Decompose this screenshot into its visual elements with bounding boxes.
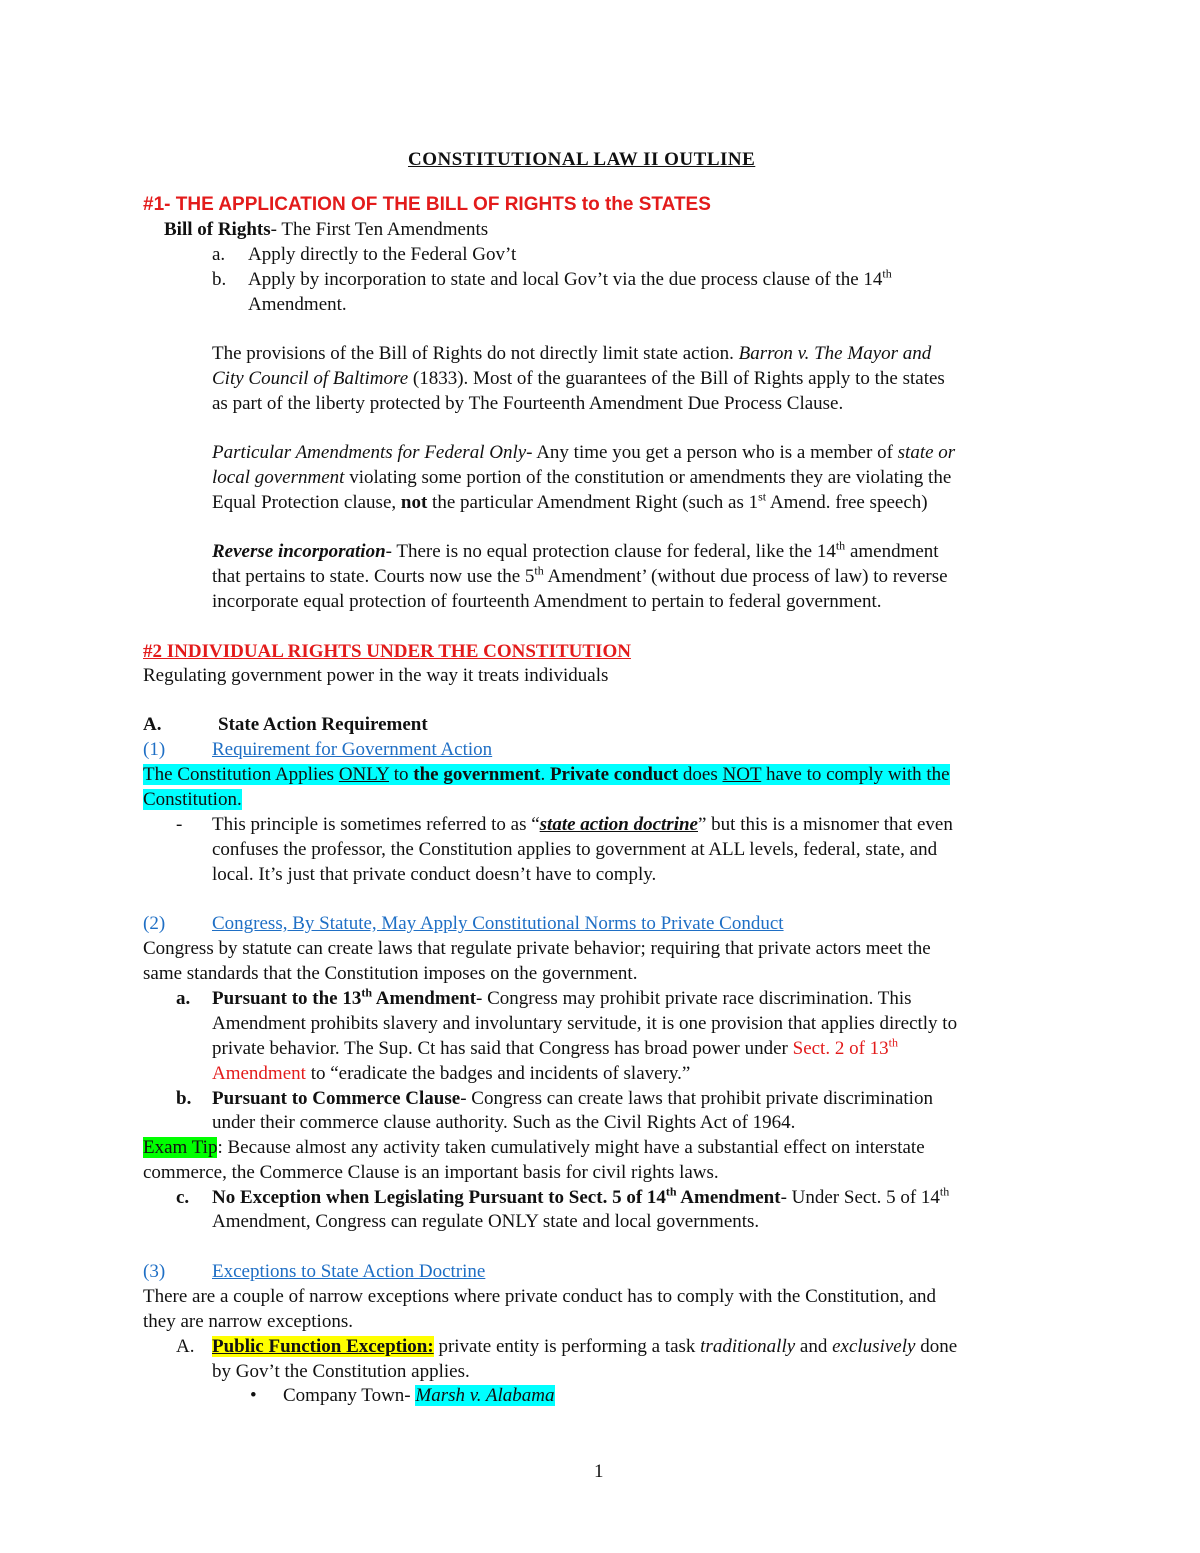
case-citation: Barron v. The Mayor and [738, 343, 932, 364]
highlighted-line: Constitution. [143, 789, 242, 810]
list-item-b-cont: under their commerce clause authority. Such as the Civil Rights Act of 1964. [212, 1112, 796, 1133]
bill-of-rights-term: Bill of Rights [164, 219, 271, 240]
list-item-b: Pursuant to Commerce Clause- Congress can create laws that prohibit private discrimination [212, 1088, 933, 1109]
list-item-A-cont: by Gov’t the Constitution applies. [212, 1361, 470, 1382]
paragraph-line: Reverse incorporation- There is no equal protection clause for federal, like the 14th amendment [212, 538, 939, 562]
bullet-line: confuses the professor, the Constitution applies to government at ALL levels, federal, state, and [212, 839, 938, 860]
bullet-line: This principle is sometimes referred to as “state action doctrine” but this is a misnomer that even [212, 814, 953, 835]
topic-2-number: (2) [143, 913, 166, 934]
list-marker-A: A. [176, 1336, 195, 1357]
list-item-A: Public Function Exception: private entity is performing a task traditionally and exclusively done [212, 1336, 958, 1357]
bullet-line: Company Town- Marsh v. Alabama [283, 1385, 555, 1406]
paragraph-line: The provisions of the Bill of Rights do not directly limit state action. Barron v. The Mayor and [212, 343, 932, 364]
bill-of-rights-definition [164, 218, 488, 242]
list-marker-c: c. [176, 1187, 190, 1208]
paragraph-line: Congress by statute can create laws that regulate private behavior; requiring that private actors meet the [143, 938, 931, 959]
topic-3-title: Exceptions to State Action Doctrine [212, 1261, 486, 1282]
bullet-icon: • [250, 1385, 257, 1406]
topic-2-title: Congress, By Statute, May Apply Constitutional Norms to Private Conduct [212, 913, 784, 934]
paragraph-line: that pertains to state. Courts now use the 5th Amendment’ (without due process of law) to reverse [212, 563, 948, 587]
list-marker-b: b. [212, 269, 227, 290]
list-item-c: No Exception when Legislating Pursuant to Sect. 5 of 14th Amendment- Under Sect. 5 of 14th [212, 1184, 950, 1208]
case-citation: City Council of Baltimore [212, 368, 409, 389]
list-marker-a: a. [176, 988, 191, 1009]
list-item-a-cont: Amendment to “eradicate the badges and incidents of slavery.” [212, 1063, 691, 1084]
paragraph-line: Equal Protection clause, not the particular Amendment Right (such as 1st Amend. free speech) [212, 489, 928, 513]
paragraph-line: as part of the liberty protected by The Fourteenth Amendment Due Process Clause. [212, 393, 844, 414]
bill-of-rights-text: - The First Ten Amendments [270, 219, 489, 240]
public-function-label: Public Function Exception: [212, 1336, 434, 1357]
dash-bullet: - [176, 814, 183, 835]
document-title: CONSTITUTIONAL LAW II OUTLINE [408, 149, 756, 170]
paragraph-line: There are a couple of narrow exceptions where private conduct has to comply with the Constitution, and [143, 1286, 936, 1307]
bullet-line: local. It’s just that private conduct doesn’t have to comply. [212, 864, 657, 885]
topic-3-number: (3) [143, 1261, 166, 1282]
exam-tip-label: Exam Tip [143, 1137, 218, 1158]
subsection-a-title: State Action Requirement [218, 714, 428, 735]
list-item-a: Pursuant to the 13th Amendment- Congress may prohibit private race discrimination. This [212, 985, 912, 1009]
paragraph-line: Particular Amendments for Federal Only- Any time you get a person who is a member of state or [212, 442, 956, 463]
list-item-c-cont: Amendment, Congress can regulate ONLY state and local governments. [212, 1211, 760, 1232]
paragraph-line: same standards that the Constitution imposes on the government. [143, 963, 638, 984]
list-item-a: Apply directly to the Federal Gov’t [248, 244, 517, 265]
list-item-a-cont: private behavior. The Sup. Ct has said that Congress has broad power under Sect. 2 of 13th [212, 1035, 899, 1059]
paragraph-line: local government violating some portion of the constitution or amendments they are violating the [212, 467, 952, 488]
section-1-heading: #1- THE APPLICATION OF THE BILL OF RIGHTS to the STATES [143, 194, 711, 215]
subsection-a-marker: A. [143, 714, 162, 735]
exam-tip: Exam Tip: Because almost any activity taken cumulatively might have a substantial effect on interstate [143, 1137, 925, 1158]
paragraph-line: City Council of Baltimore (1833). Most of the guarantees of the Bill of Rights apply to the states [212, 368, 945, 389]
paragraph-line: incorporate equal protection of fourteenth Amendment to pertain to federal government. [212, 591, 882, 612]
list-item-b: Apply by incorporation to state and local Gov’t via the due process clause of the 14th [248, 266, 892, 290]
topic-1-title: Requirement for Government Action [212, 739, 493, 760]
section-2-heading: #2 INDIVIDUAL RIGHTS UNDER THE CONSTITUTION [143, 641, 631, 662]
exam-tip-cont: commerce, the Commerce Clause is an important basis for civil rights laws. [143, 1162, 719, 1183]
section-2-subtitle: Regulating government power in the way it treats individuals [143, 665, 609, 686]
list-marker-b: b. [176, 1088, 192, 1109]
case-citation: Marsh v. Alabama [415, 1385, 555, 1406]
page-number: 1 [594, 1461, 604, 1482]
list-item-a-cont: Amendment prohibits slavery and involuntary servitude, it is one provision that applies directly to [212, 1013, 958, 1034]
topic-1-number: (1) [143, 739, 166, 760]
list-item-b-cont: Amendment. [248, 294, 347, 315]
list-marker-a: a. [212, 244, 226, 265]
paragraph-line: they are narrow exceptions. [143, 1311, 353, 1332]
highlighted-line: The Constitution Applies ONLY to the government. Private conduct does NOT have to comply with the [143, 764, 950, 785]
